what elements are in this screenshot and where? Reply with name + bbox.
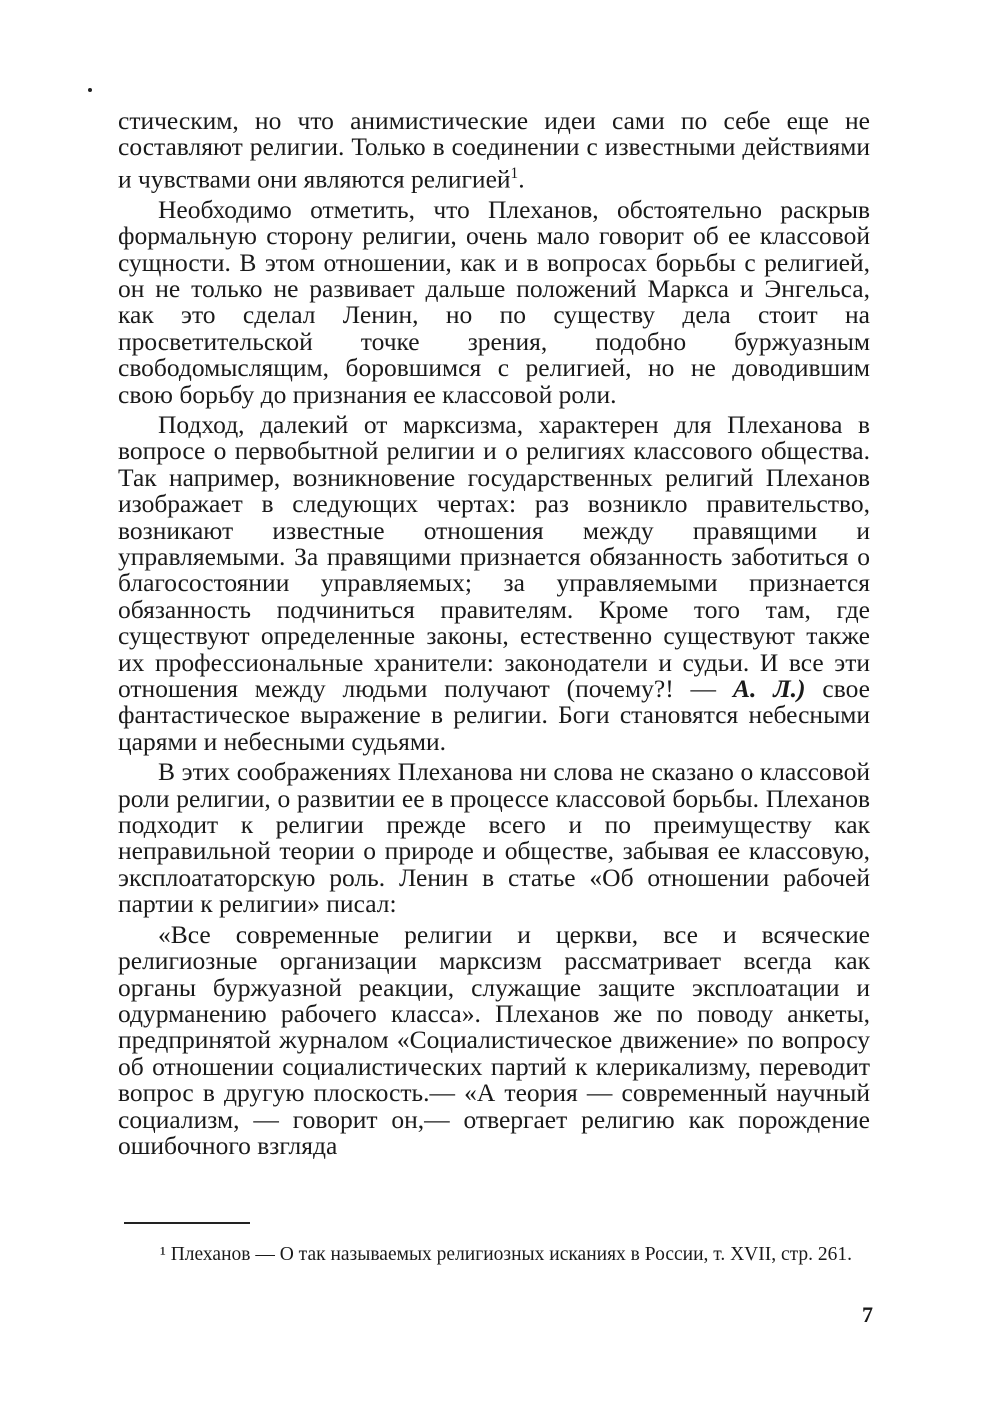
paragraph-4: В этих соображениях Плеханова ни слова не сказано о классовой роли религии, о развитии ее в процессе классовой борьбы. Плеханов подходит к религии прежде всего и по преимуществу как неправильной теории о природе и обществе, забывая ее классовую, эксплоататорскую роль. Ленин в статье «Об отношении рабочей партии к религии» писал: xyxy=(118,757,870,919)
main-text xyxy=(118,108,870,1159)
paragraph-3 xyxy=(118,409,870,756)
paragraph-1: стическим, но что анимистические идеи сами по себе еще не составляют религии. Только в соединении с известными действиями и чувствами они являются религией$^1$. xyxy=(118,106,870,194)
author-initials: А. Л.) xyxy=(732,674,806,704)
paragraph-3-tail: свое фантастическое выражение в религии. Боги становятся небесными царями и небесными судьями. xyxy=(118,674,870,756)
speck-mark xyxy=(88,88,92,92)
paragraph-5: «Все современные религии и церкви, все и всяческие религиозные организации марксизм рассматривает всегда как органы буржуазной реакции, служащие защите эксплоатации и одурманению рабочего класса». Плеханов же по поводу анкеты, предпринятой журналом «Социалистическое движение» по вопросу об отношении социалистических партий к клерикализму, переводит вопрос в другую плоскость.— «А теория — современный научный социализм, — говорит он,— отвергает религию как порождение ошибочного взгляда xyxy=(118,919,870,1160)
paragraph-1-text: стическим, но что анимистические идеи сами по себе еще не составляют религии. Только в соединении с известными действиями и чувствами они являются религией xyxy=(118,106,870,194)
footnote: ¹ Плеханов — О так называемых религиозных исканиях в России, т. XVII, стр. 261. xyxy=(160,1244,853,1265)
paragraph-3-text: Подход, далекий от марксизма, характерен для Плеханова в вопросе о первобытной религии и о религиях классового общества. Так например, возникновение государственных религий Плеханов изображает в следующих чертах: раз возникло правительство, возникают известные отношения между правящими и управляемыми. За правящими признается обязанность заботиться о благосостоянии управляемых; за управляемыми признается обязанность подчиниться правителям. Кроме того там, где существуют определенные законы, естественно существуют также их профессиональные хранители: законодатели и судьи. И все эти отношения между людьми получают (почему?! — xyxy=(118,409,870,704)
page-number: 7 xyxy=(862,1302,873,1327)
paragraph-2: Необходимо отметить, что Плеханов, обстоятельно раскрыв формальную сторону религии, очень мало говорит об ее классовой сущности. В этом отношении, как и в вопросах борьбы с религией, он не только не развивает дальше положений Маркса и Энгельса, как это сделал Ленин, но по существу дела стоит на просветительской точке зрения, подобно буржуазным свободомыслящим, боровшимся с религией, но не доводившим свою борьбу до признания ее классовой роли. xyxy=(118,194,870,409)
footnote-rule xyxy=(124,1222,250,1224)
footnote-marker: 1 xyxy=(510,164,519,182)
